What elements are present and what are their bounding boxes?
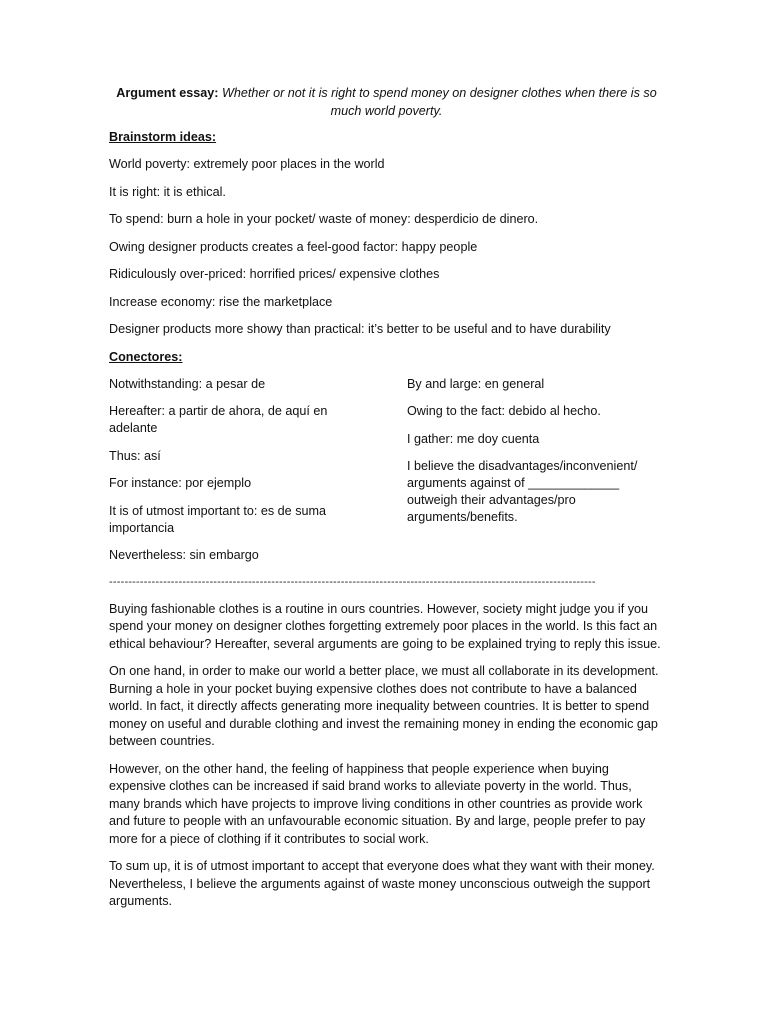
connector-item: For instance: por ejemplo (109, 476, 252, 490)
brainstorm-item: To spend: burn a hole in your pocket/ waste of money: desperdicio de dinero. (109, 212, 539, 226)
essay-title (109, 84, 664, 120)
brainstorm-list (109, 156, 664, 338)
connectors-right-column (407, 376, 664, 575)
title-topic: Whether or not it is right to spend money on designer clothes when there is so much world poverty. (221, 86, 657, 118)
brainstorm-item: It is right: it is ethical. (109, 184, 226, 199)
brainstorm-item: World poverty: extremely poor places in the world (109, 157, 385, 171)
connector-item: Notwithstanding: a pesar de (109, 376, 266, 391)
connector-item: It is of utmost important to: es de suma importancia (109, 503, 326, 535)
connector-item: Thus: así (109, 448, 161, 463)
essay-paragraph: On one hand, in order to make our world a better place, we must all collaborate in its development. Burning a hole in your pocket buying expensive clothes does not contribute to have a balanced world. In fact, it directly affects generating more inequality between countries. It is better to spend money on useful and durable clothing and invest the remaining money in ending the economic gap between countries. (109, 664, 659, 748)
brainstorm-item: Designer products more showy than practical: it’s better to be useful and to have durability (109, 322, 611, 336)
document-page (109, 84, 664, 921)
connectors-heading: Conectores: (109, 349, 183, 364)
brainstorm-item: Ridiculously over-priced: horrified prices/ expensive clothes (109, 267, 440, 281)
essay-paragraph: To sum up, it is of utmost important to accept that everyone does what they want with their money. Nevertheless, I believe the arguments against of waste money unconscious outweigh the support arguments. (109, 859, 655, 908)
connectors-left-column (109, 376, 407, 575)
section-divider: ------------------------------------------------------------------------------------------------------------------------------ (109, 575, 596, 588)
connector-item: Owing to the fact: debido al hecho. (407, 404, 601, 418)
connector-item: By and large: en general (407, 376, 545, 391)
essay-paragraph: However, on the other hand, the feeling of happiness that people experience when buying expensive clothes can be increased if said brand works to alleviate poverty in the world. Thus, many brands which have projects to improve living conditions in other countries as provide work and future to people with an unfavourable economic situation. By and large, people prefer to pay more for a piece of clothing if it contributes to social work. (109, 761, 646, 846)
connectors-table (109, 376, 664, 575)
brainstorm-item: Owing designer products creates a feel-good factor: happy people (109, 239, 478, 254)
connector-item: I gather: me doy cuenta (407, 431, 540, 446)
brainstorm-item: Increase economy: rise the marketplace (109, 294, 333, 309)
connector-item: Hereafter: a partir de ahora, de aquí en adelante (109, 404, 328, 435)
connector-item: I believe the disadvantages/inconvenient/ arguments against of _____________ outweigh their advantages/pro arguments/benefits. (407, 459, 638, 524)
essay-paragraph: Buying fashionable clothes is a routine in ours countries. However, society might judge you if you spend your money on designer clothes forgetting extremely poor places in the world. Is this fact an ethical behaviour? Hereafter, several arguments are going to be explained trying to reply this issue. (109, 601, 661, 651)
title-lead: Argument essay: (116, 86, 219, 100)
connector-item: Nevertheless: sin embargo (109, 548, 259, 562)
essay-body (109, 601, 664, 911)
brainstorm-heading: Brainstorm ideas: (109, 130, 217, 144)
